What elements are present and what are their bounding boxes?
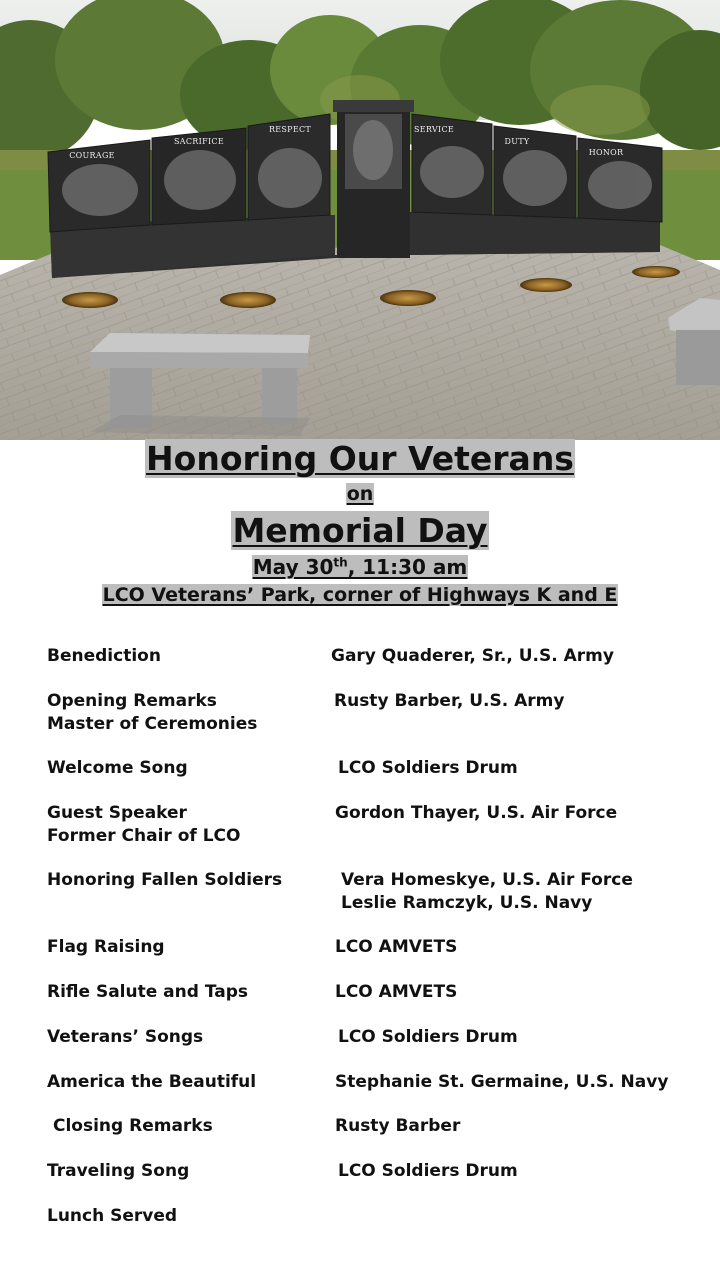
event-location [0,583,720,608]
program-participant: LCO Soldiers Drum [338,1027,518,1047]
program-participant: Leslie Ramczyk, U.S. Navy [341,893,593,913]
program-participant: Gordon Thayer, U.S. Air Force [335,803,618,823]
program-item-subtitle: Master of Ceremonies [47,714,258,734]
program-item: Rifle Salute and Taps [47,982,249,1002]
event-location-text: LCO Veterans’ Park, corner of Highways K and E [102,584,618,606]
event-name [0,509,720,553]
event-title [0,437,720,481]
panel-label: SACRIFICE [174,137,224,146]
program-item: Lunch Served [47,1206,178,1226]
program-item: Welcome Song [47,758,188,778]
program-participant: LCO Soldiers Drum [338,1161,518,1181]
event-date-text [252,555,468,579]
program-participant: LCO Soldiers Drum [338,758,518,778]
on-word-text: on [346,483,374,505]
panel-label: SERVICE [413,125,455,134]
program-item: Veterans’ Songs [47,1027,204,1047]
program-item: Benediction [47,646,161,666]
program-item: Flag Raising [47,937,165,957]
program-item: Honoring Fallen Soldiers [47,870,283,890]
program-item: Opening Remarks [47,691,217,711]
program-item: Traveling Song [47,1161,190,1181]
memorial-illustration [0,0,720,440]
event-name-text: Memorial Day [232,511,488,550]
program-item-subtitle: Former Chair of LCO [47,826,241,846]
program-item: America the Beautiful [47,1072,257,1092]
program-participant: LCO AMVETS [335,982,458,1002]
program-participant: Gary Quaderer, Sr., U.S. Army [331,646,614,666]
event-date [0,554,720,581]
panel-label: RESPECT [268,125,312,134]
program-participant: Rusty Barber, U.S. Army [334,691,565,711]
program-participant: Stephanie St. Germaine, U.S. Navy [335,1072,669,1092]
panel-label: COURAGE [69,151,115,160]
memorial-photo [0,0,720,440]
panel-label: HONOR [588,148,624,157]
program-participant: LCO AMVETS [335,937,458,957]
date-suffix: th [333,555,348,570]
date-main: May 30 [252,555,334,579]
program-item: Closing Remarks [53,1116,213,1136]
event-title-text: Honoring Our Veterans [146,439,574,478]
on-word [0,482,720,506]
panel-label: DUTY [504,137,530,146]
program-participant: Rusty Barber [335,1116,461,1136]
program-item: Guest Speaker [47,803,187,823]
program-participant: Vera Homeskye, U.S. Air Force [341,870,633,890]
date-time: , 11:30 am [347,555,468,579]
